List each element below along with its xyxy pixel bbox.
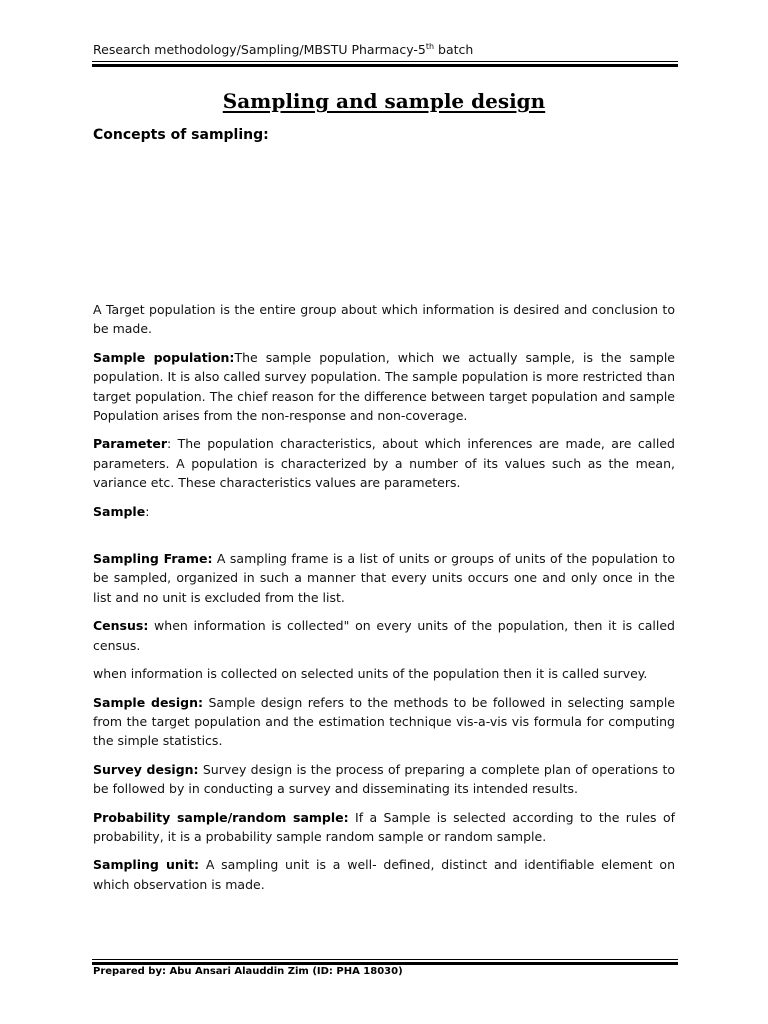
header-rule-thick (92, 64, 678, 67)
header-rule-thin (92, 61, 678, 62)
paragraph-text: Survey design is the process of preparing a complete plan of operations to be followed by in conducting a survey and disseminating its intended results. (93, 761, 675, 797)
paragraph-text: : The population characteristics, about which inferences are made, are called parameters. A population is characterized by a number of its values such as the mean, variance etc. These characteristics values are parameters. (93, 436, 675, 491)
header-text-main: Research methodology/Sampling/MBSTU Pharmacy-5 (93, 42, 426, 57)
paragraph-text: The sample population, which we actually sample, is the sample population. It is also called survey population. The sample population is more restricted than target population. The chief reason for the difference between target population and sample Population arises from the non-response and non-coverage. (93, 349, 675, 424)
running-header (93, 42, 473, 57)
paragraph-survey (93, 664, 675, 683)
paragraph-text: when information is collected on selected units of the population then it is called survey. (93, 666, 648, 682)
paragraph-text: If a Sample is selected according to the rules of probability, it is a probability sample random sample or random sample. (93, 809, 675, 844)
paragraph-sample (93, 502, 675, 521)
header-superscript: th (425, 41, 435, 51)
term-label: Sample (93, 503, 146, 519)
footer-author: Prepared by: Abu Ansari Alauddin Zim (ID: PHA 18030) (93, 966, 403, 977)
term-label: Sample design: (93, 694, 204, 710)
paragraph-survey-design (93, 760, 675, 799)
term-label: Probability sample/random sample: (93, 809, 349, 825)
paragraph-text: : (145, 503, 150, 519)
paragraph-text: when information is collected" on every units of the population, then it is called census. (93, 618, 675, 653)
term-label: Census: (93, 618, 149, 634)
paragraph-sampling-unit (93, 855, 675, 894)
paragraph-sample-population (93, 348, 675, 426)
term-label: Sampling unit: (93, 857, 200, 873)
paragraph-text: A Target population is the entire group about which information is desired and conclusion to be made. (93, 302, 675, 337)
body-text (93, 300, 675, 903)
paragraph-census (93, 616, 675, 655)
footer-rule-thick (92, 962, 678, 965)
paragraph-parameter (93, 434, 675, 492)
footer-rule-thin (92, 959, 678, 960)
paragraph-sample-design (93, 693, 675, 751)
header-text-tail: batch (434, 42, 474, 57)
term-label: Parameter (93, 436, 167, 452)
paragraph-text: A sampling frame is a list of units or groups of units of the population to be sampled, organized in such a manner that every units occurs one and only once in the list and no unit is excluded from the list. (93, 551, 675, 605)
paragraph-target-population (93, 300, 675, 339)
paragraph-text: A sampling unit is a well- defined, distinct and identifiable element on which observation is made. (93, 857, 675, 892)
paragraph-probability-sample (93, 808, 675, 847)
paragraph-sampling-frame (93, 549, 675, 607)
page-title: Sampling and sample design (222, 89, 546, 113)
term-label: Survey design: (93, 761, 199, 777)
term-label: Sample population: (93, 349, 235, 365)
paragraph-text: Sample design refers to the methods to be followed in selecting sample from the target population and the estimation technique vis-a-vis vis formula for computing the simple statistics. (93, 694, 675, 749)
term-label: Sampling Frame: (93, 551, 213, 567)
section-heading: Concepts of sampling: (93, 127, 269, 143)
